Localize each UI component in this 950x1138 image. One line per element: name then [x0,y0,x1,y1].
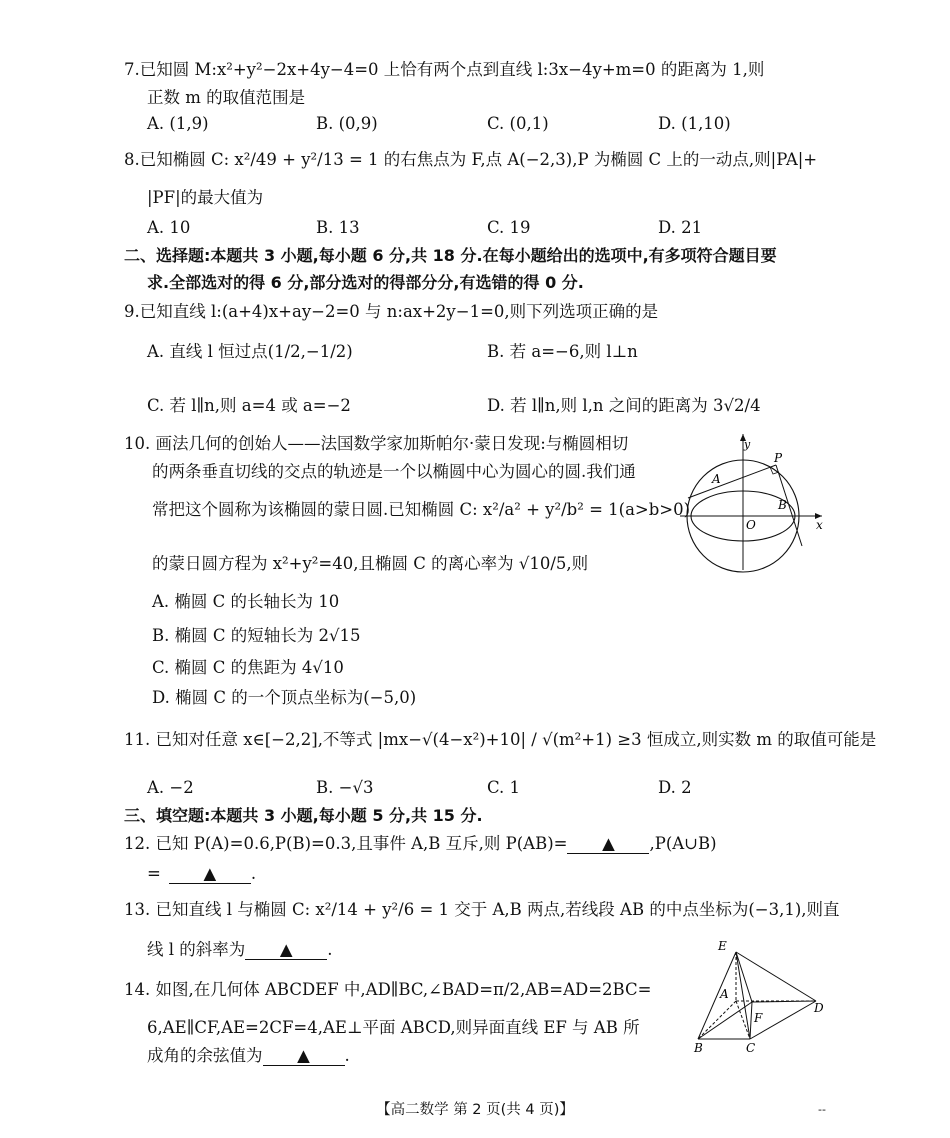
q10-option-d: D. 椭圆 C 的一个顶点坐标为(−5,0) [152,688,417,707]
q8-option-d: D. 21 [658,218,703,237]
fig-label-f: F [754,1011,763,1025]
q12-mid: ,P(A∪B) [649,834,717,853]
q7-option-c: C. (0,1) [487,114,549,133]
q10-line1: 10. 画法几何的创始人——法国数学家加斯帕尔·蒙日发现:与椭圆相切 [124,434,629,453]
fig-label-x: x [816,518,823,532]
fig-label-b2: B [694,1041,703,1054]
fig-label-a: A [712,472,721,486]
fig-label-a2: A [720,987,729,1001]
q12-answer-blank-2[interactable]: ▲ [169,865,251,884]
fig-label-e: E [718,939,727,953]
fig-label-d: D [814,1001,824,1015]
q9-option-b: B. 若 a=−6,则 l⊥n [487,342,638,361]
q11-option-d: D. 2 [658,778,692,797]
fig-label-c: C [746,1041,756,1054]
q8-option-a: A. 10 [147,218,191,237]
q12-answer-blank-1[interactable]: ▲ [567,835,649,854]
monge-circle-figure [672,428,830,574]
solid-figure-abcdef [690,938,830,1054]
q13-line1: 13. 已知直线 l 与椭圆 C: x²/14 + y²/6 = 1 交于 A,B 两点,若线段 AB 的中点坐标为(−3,1),则直 [124,900,840,919]
q14-text: 成角的余弦值为 [147,1046,263,1065]
q14-line2: 6,AE∥CF,AE=2CF=4,AE⊥平面 ABCD,则异面直线 EF 与 AB 所 [147,1018,640,1037]
q12-line2: = ▲ . [147,864,257,883]
q12-equals: = [147,864,161,883]
q7-option-a: A. (1,9) [147,114,209,133]
q11-option-b: B. −√3 [316,778,374,797]
q12-line1 [124,832,717,856]
q10-line4: 的蒙日圆方程为 x²+y²=40,且椭圆 C 的离心率为 √10/5,则 [152,554,589,573]
q10-line3: 常把这个圆称为该椭圆的蒙日圆.已知椭圆 C: x²/a² + y²/b² = 1(a>b>0) [152,500,691,519]
q13-line2: 线 l 的斜率为 ▲ . [147,940,333,959]
section2-heading-line2: 求.全部选对的得 6 分,部分选对的得部分分,有选错的得 0 分. [147,273,584,292]
q8-line1: 8.已知椭圆 C: x²/49 + y²/13 = 1 的右焦点为 F,点 A(−2,3),P 为椭圆 C 上的一动点,则|PA|+ [124,150,818,169]
page-footer: 【高二数学 第 2 页(共 4 页)】 [376,1102,574,1118]
q7-line1: 7.已知圆 M:x²+y²−2x+4y−4=0 上恰有两个点到直线 l:3x−4y+m=0 的距离为 1,则 [124,60,765,79]
q14-answer-blank[interactable]: ▲ [263,1047,345,1066]
q11-option-c: C. 1 [487,778,521,797]
q7-option-b: B. (0,9) [316,114,378,133]
corner-mark: -- [818,1103,826,1116]
fig-label-o: O [746,518,756,532]
q10-option-c: C. 椭圆 C 的焦距为 4√10 [152,658,344,677]
q10-line2: 的两条垂直切线的交点的轨迹是一个以椭圆中心为圆心的圆.我们通 [152,462,636,481]
q13-answer-blank[interactable]: ▲ [245,941,327,960]
q13-text: 线 l 的斜率为 [147,940,246,959]
q14-line1: 14. 如图,在几何体 ABCDEF 中,AD∥BC,∠BAD=π/2,AB=AD=2BC= [124,980,652,999]
q7-option-d: D. (1,10) [658,114,731,133]
q11-stem: 11. 已知对任意 x∈[−2,2],不等式 |mx−√(4−x²)+10| / √(m²+1) ≥3 恒成立,则实数 m 的取值可能是 [124,730,877,749]
q9-option-a: A. 直线 l 恒过点(1/2,−1/2) [147,342,353,361]
q10-option-b: B. 椭圆 C 的短轴长为 2√15 [152,626,361,645]
fig-label-y: y [744,438,751,451]
q10-option-a: A. 椭圆 C 的长轴长为 10 [152,592,340,611]
q11-option-a: A. −2 [147,778,194,797]
fig-label-b: B [778,498,787,512]
q9-stem: 9.已知直线 l:(a+4)x+ay−2=0 与 n:ax+2y−1=0,则下列选项正确的是 [124,302,659,321]
fig-label-p: P [774,451,783,465]
q7-line2: 正数 m 的取值范围是 [147,88,306,107]
q14-line3: 成角的余弦值为 ▲ . [147,1046,350,1065]
section3-heading: 三、填空题:本题共 3 小题,每小题 5 分,共 15 分. [124,806,483,825]
q9-option-d: D. 若 l∥n,则 l,n 之间的距离为 3√2/4 [487,396,761,415]
q8-option-b: B. 13 [316,218,360,237]
q12-text: 12. 已知 P(A)=0.6,P(B)=0.3,且事件 A,B 互斥,则 P(AB)= [124,834,568,853]
q8-line2: |PF|的最大值为 [147,188,264,207]
q8-option-c: C. 19 [487,218,531,237]
q9-option-c: C. 若 l∥n,则 a=4 或 a=−2 [147,396,351,415]
section2-heading-line1: 二、选择题:本题共 3 小题,每小题 6 分,共 18 分.在每小题给出的选项中,有多项符合题目要 [124,246,777,265]
